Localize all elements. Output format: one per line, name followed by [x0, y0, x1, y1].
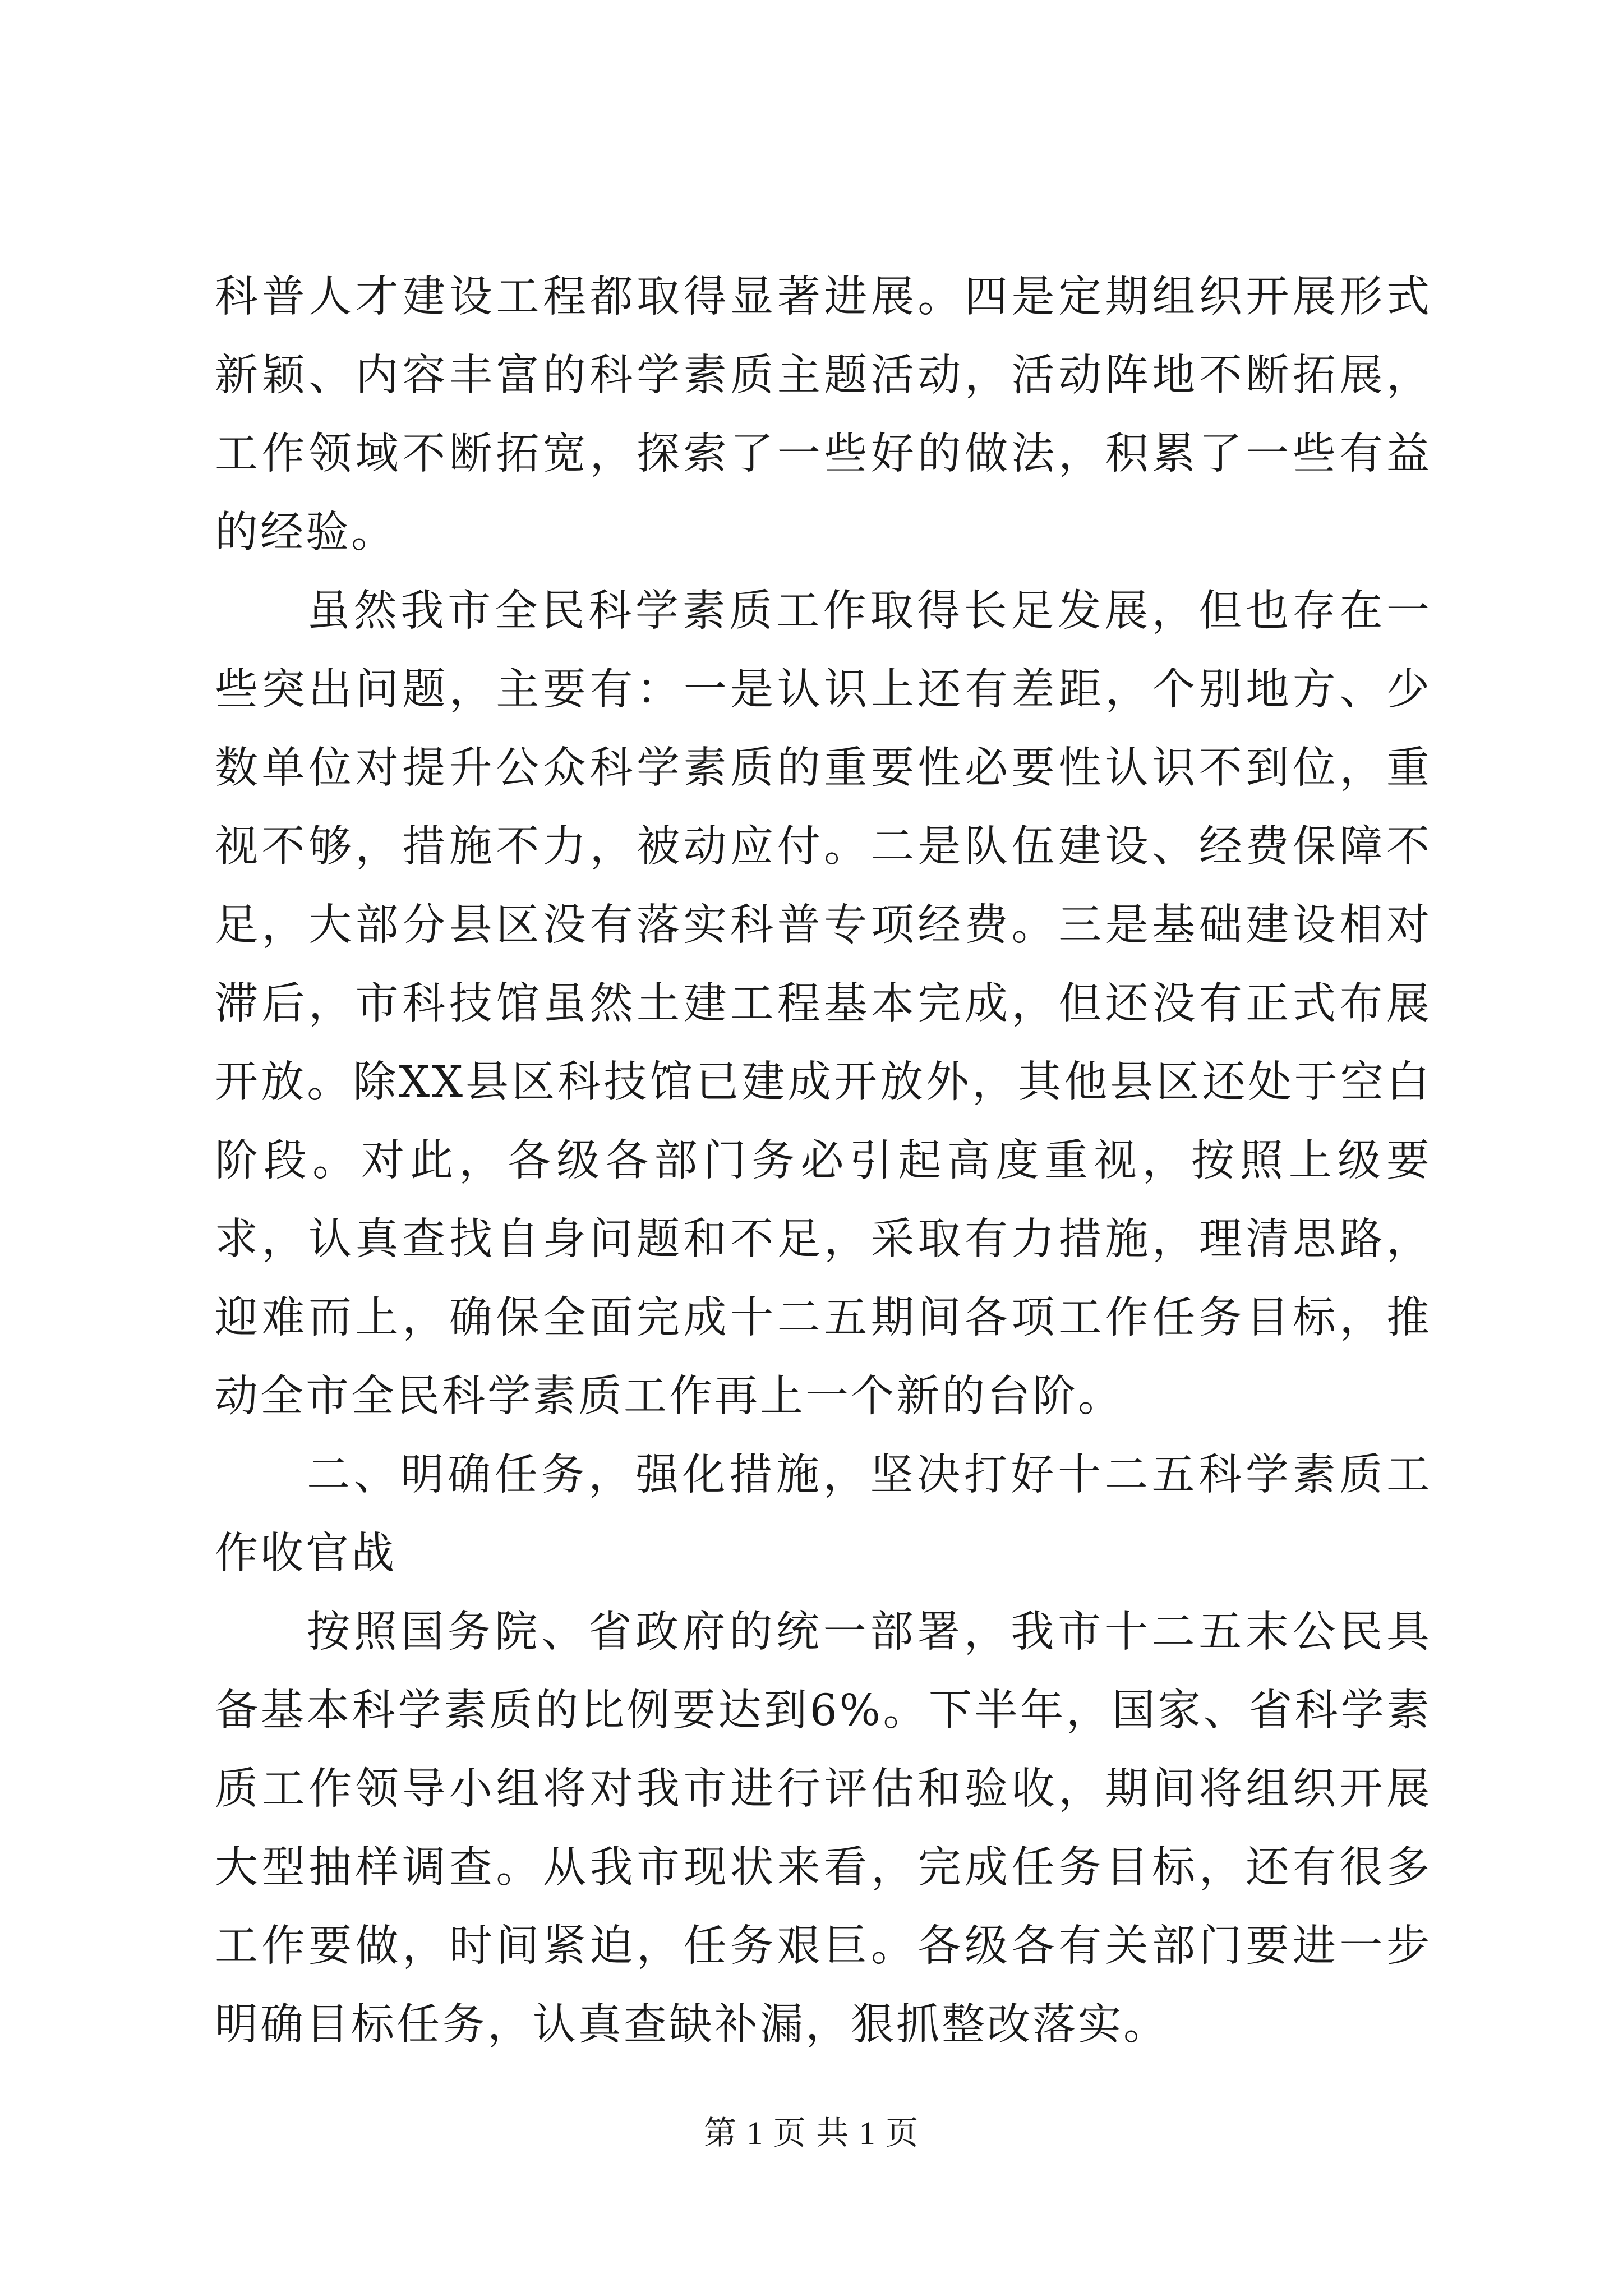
paragraph-2: 虽然我市全民科学素质工作取得长足发展，但也存在一些突出问题，主要有：一是认识上还有差距，个别地方、少数单位对提升公众科学素质的重要性必要性认识不到位，重视不够，措施不力，被动应付。二是队伍建设、经费保障不足，大部分县区没有落实科普专项经费。三是基础建设相对滞后，市科技馆虽然土建工程基本完成，但还没有正式布展开放。除XX县区科技馆已建成开放外，其他县区还处于空白阶段。对此，各级各部门务必引起高度重视，按照上级要求，认真查找自身问题和不足，采取有力措施，理清思路，迎难而上，确保全面完成十二五期间各项工作任务目标，推动全市全民科学素质工作再上一个新的台阶。	[215, 586, 1432, 1421]
paragraph-1: 科普人才建设工程都取得显著进展。四是定期组织开展形式新颖、内容丰富的科学素质主题活动，活动阵地不断拓展，工作领域不断拓宽，探索了一些好的做法，积累了一些有益的经验。	[215, 272, 1432, 558]
page-footer: 第 1 页 共 1 页	[703, 2115, 920, 2151]
document-body	[215, 258, 1432, 2064]
section-heading: 二、明确任务，强化措施，坚决打好十二五科学素质工作收官战	[215, 1450, 1432, 1579]
paragraph-3: 按照国务院、省政府的统一部署，我市十二五末公民具备基本科学素质的比例要达到6%。下半年，国家、省科学素质工作领导小组将对我市进行评估和验收，期间将组织开展大型抽样调查。从我市现状来看，完成任务目标，还有很多工作要做，时间紧迫，任务艰巨。各级各有关部门要进一步明确目标任务，认真查缺补漏，狠抓整改落实。	[215, 1607, 1432, 2050]
